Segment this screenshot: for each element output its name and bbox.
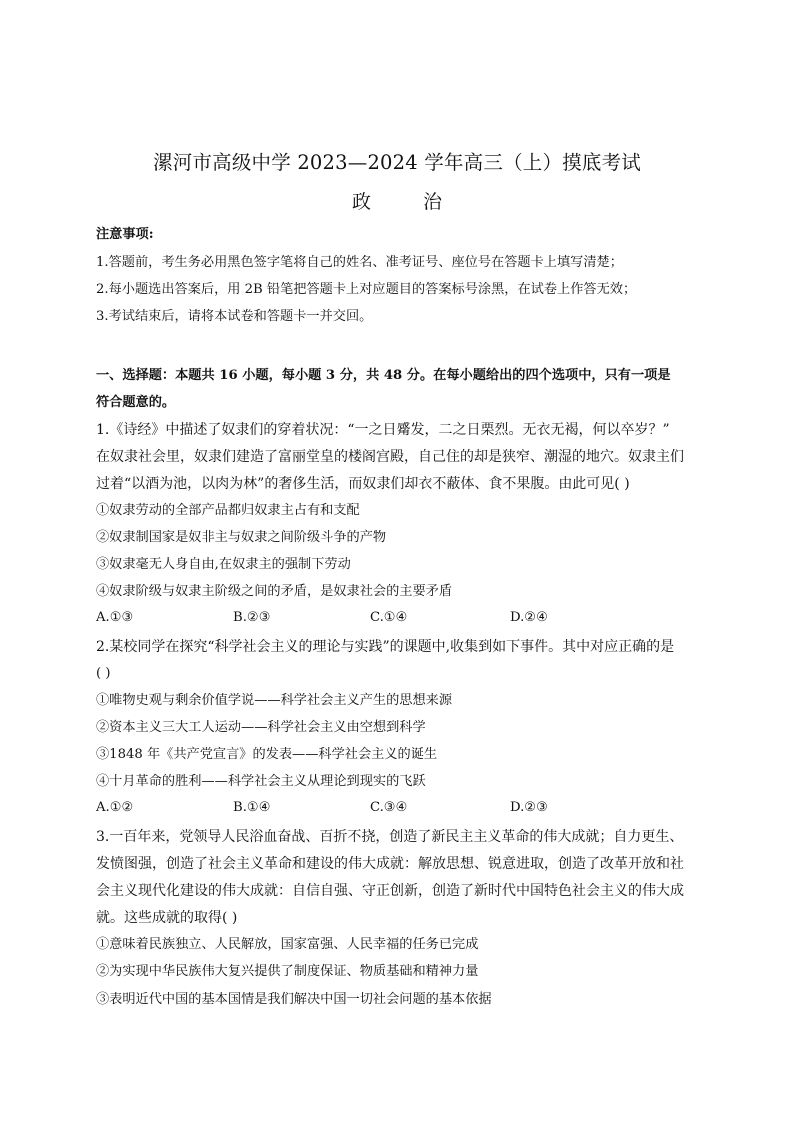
option-a: A.①③ [96, 610, 134, 625]
question-3-item: ①意味着民族独立、人民解放，国家富强、人民幸福的任务已完成 [96, 937, 479, 952]
option-d: D.②③ [510, 800, 548, 815]
notice-item: 1.答题前，考生务必用黑色签字笔将自己的姓名、准考证号、座位号在答题卡上填写清楚； [96, 255, 623, 270]
subject-char-left: 政 [351, 191, 371, 213]
subject-title [0, 187, 794, 214]
question-3-item: ②为实现中华民族伟大复兴提供了制度保证、物质基础和精神力量 [96, 964, 479, 979]
question-1-item: ②奴隶制国家是奴非主与奴隶之间阶级斗争的产物 [96, 530, 387, 545]
section-heading-cont: 符合题意的。 [96, 395, 176, 410]
question-2-item: ①唯物史观与剩余价值学说——科学社会主义产生的思想来源 [96, 693, 453, 708]
option-b: B.①④ [233, 800, 271, 815]
option-c: C.③④ [370, 800, 408, 815]
question-3-stem: 3.一百年来，党领导人民浴血奋战、百折不挠，创造了新民主主义革命的伟大成就；自力更生、 [96, 829, 684, 845]
question-1-item: ③奴隶毫无人身自由,在奴隶主的强制下劳动 [96, 557, 351, 572]
exam-title: 漯河市高级中学 2023—2024 学年高三（上）摸底考试 [153, 151, 641, 174]
question-2-stem: 2.某校同学在探究“科学社会主义的理论与实践”的课题中,收集到如下事件。其中对应正确的是 [96, 639, 675, 655]
question-2-stem: ( ) [96, 666, 111, 681]
option-d: D.②④ [510, 610, 548, 625]
notice-item: 3.考试结束后，请将本试卷和答题卡一并交回。 [96, 309, 373, 324]
notice-item: 2.每小题选出答案后，用 2B 铅笔把答题卡上对应题目的答案标号涂黑，在试卷上作答无效； [96, 282, 637, 297]
question-2-item: ④十月革命的胜利——科学社会主义从理论到现实的飞跃 [96, 774, 426, 789]
option-b: B.②③ [233, 610, 271, 625]
question-3-item: ③表明近代中国的基本国情是我们解决中国一切社会问题的基本依据 [96, 992, 492, 1007]
question-1-item: ④奴隶阶级与奴隶主阶级之间的矛盾，是奴隶社会的主要矛盾 [96, 584, 453, 599]
question-1-item: ①奴隶劳动的全部产品都归奴隶主占有和支配 [96, 503, 360, 518]
question-3-stem: 会主义现代化建设的伟大成就：自信自强、守正创新，创造了新时代中国特色社会主义的伟大成 [96, 883, 684, 899]
question-1-stem: 1.《诗经》中描述了奴隶们的穿着状况：“一之日觱发，二之日栗烈。无衣无褐，何以卒岁？” [96, 422, 670, 438]
option-a: A.①② [96, 800, 134, 815]
question-3-stem: 就。这些成就的取得( ) [96, 910, 238, 926]
section-heading: 一、选择题：本题共 16 小题，每小题 3 分，共 48 分。在每小题给出的四个选项中，只有一项是 [96, 368, 671, 383]
question-3-stem: 发愤图强，创造了社会主义革命和建设的伟大成就：解放思想、锐意进取，创造了改革开放和社 [96, 856, 684, 872]
question-1-stem: 过着“以酒为池，以肉为林”的奢侈生活，而奴隶们却衣不蔽体、食不果腹。由此可见( ) [96, 476, 630, 492]
question-2-item: ③1848 年《共产党宣言》的发表——科学社会主义的诞生 [96, 747, 438, 762]
question-1-stem: 在奴隶社会里，奴隶们建造了富丽堂皇的楼阁宫殿，自己住的却是狭窄、潮湿的地穴。奴隶主们 [96, 449, 684, 465]
subject-char-right: 治 [423, 191, 443, 213]
question-2-item: ②资本主义三大工人运动——科学社会主义由空想到科学 [96, 720, 426, 735]
option-c: C.①④ [370, 610, 408, 625]
notice-heading: 注意事项: [96, 227, 154, 242]
